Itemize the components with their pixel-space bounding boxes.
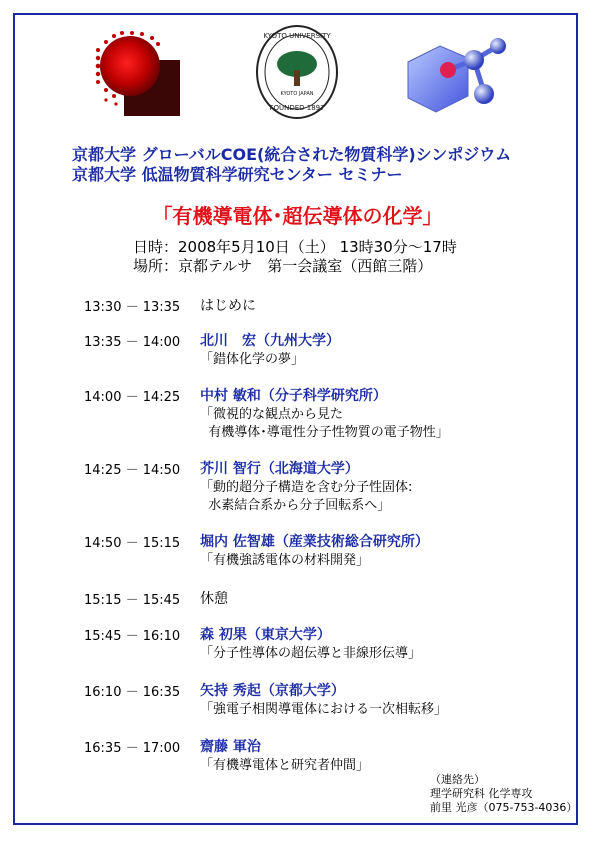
symposium-header [72, 145, 582, 185]
program-time: 13:35 － 14:00 [84, 335, 181, 350]
logo-row [0, 22, 595, 122]
program-time: 16:10 － 16:35 [84, 685, 181, 700]
program-time: 15:45 － 16:10 [84, 629, 181, 644]
program-talk: 「有機強誘電体の材料開発」 [200, 553, 370, 568]
program-talk: 「有機導電体と研究者仲間」 [200, 758, 370, 773]
program-talk: 「強電子相関導電体における一次相転移」 [200, 702, 448, 717]
contact-label: （連絡先） [430, 773, 485, 786]
program-speaker: 堀内 佐智雄（産業技術総合研究所） [200, 534, 429, 550]
seal-top-text: KYOTO UNIVERSITY [263, 32, 331, 40]
program-time: 15:15 － 15:45 [84, 593, 181, 608]
program-time: 14:00 － 14:25 [84, 390, 181, 405]
program-time: 14:50 － 15:15 [84, 536, 181, 551]
program-talk: 「錯体化学の夢」 [200, 352, 305, 367]
header-line-1: 京都大学 グローバルCOE(統合された物質科学)シンポジウム [72, 145, 512, 164]
program-time: 13:30 － 13:35 [84, 300, 181, 315]
program-speaker: 森 初果（東京大学） [200, 627, 331, 643]
program-talk: 「動的超分子構造を含む分子性固体: 水素結合系から分子回転系へ」 [200, 480, 413, 513]
program-speaker: 北川 宏（九州大学） [200, 333, 340, 349]
program-speaker: はじめに [200, 298, 256, 314]
event-place: 場所：京都テルサ 第一会議室（西館三階） [133, 257, 433, 275]
program-talk: 「分子性導体の超伝導と非線形伝導」 [200, 646, 422, 661]
seminar-title: 「有機導電体･超伝導体の化学」 [152, 204, 443, 228]
molecule-cube-logo [404, 32, 508, 118]
program-talk: 「微視的な観点から見た 有機導体･導電性分子性物質の電子物性」 [200, 407, 449, 440]
contact-dept: 理学研究科 化学専攻 [430, 787, 533, 800]
event-info [133, 238, 457, 276]
kyoto-university-seal [255, 24, 339, 120]
program-speaker: 齋藤 軍治 [200, 739, 261, 755]
seal-bottom-text: FOUNDED 1897 [269, 104, 325, 112]
program-speaker: 芥川 智行（北海道大学） [200, 461, 359, 477]
program-time: 14:25 － 14:50 [84, 463, 181, 478]
program-speaker: 矢持 秀起（京都大学） [200, 683, 345, 699]
event-date: 日時：2008年5月10日（土） 13時30分～17時 [133, 238, 457, 256]
contact-person: 前里 光彦（075-753-4036） [430, 801, 578, 814]
program-speaker: 中村 敏和（分子科学研究所） [200, 388, 387, 404]
contact-info [430, 773, 577, 815]
program-speaker: 休憩 [200, 591, 228, 607]
header-line-2: 京都大学 低温物質科学研究センター セミナー [72, 165, 403, 184]
seal-mid-text: KYOTO JAPAN [280, 91, 314, 97]
dotted-cube-logo [92, 30, 182, 118]
program-time: 16:35 － 17:00 [84, 741, 181, 756]
